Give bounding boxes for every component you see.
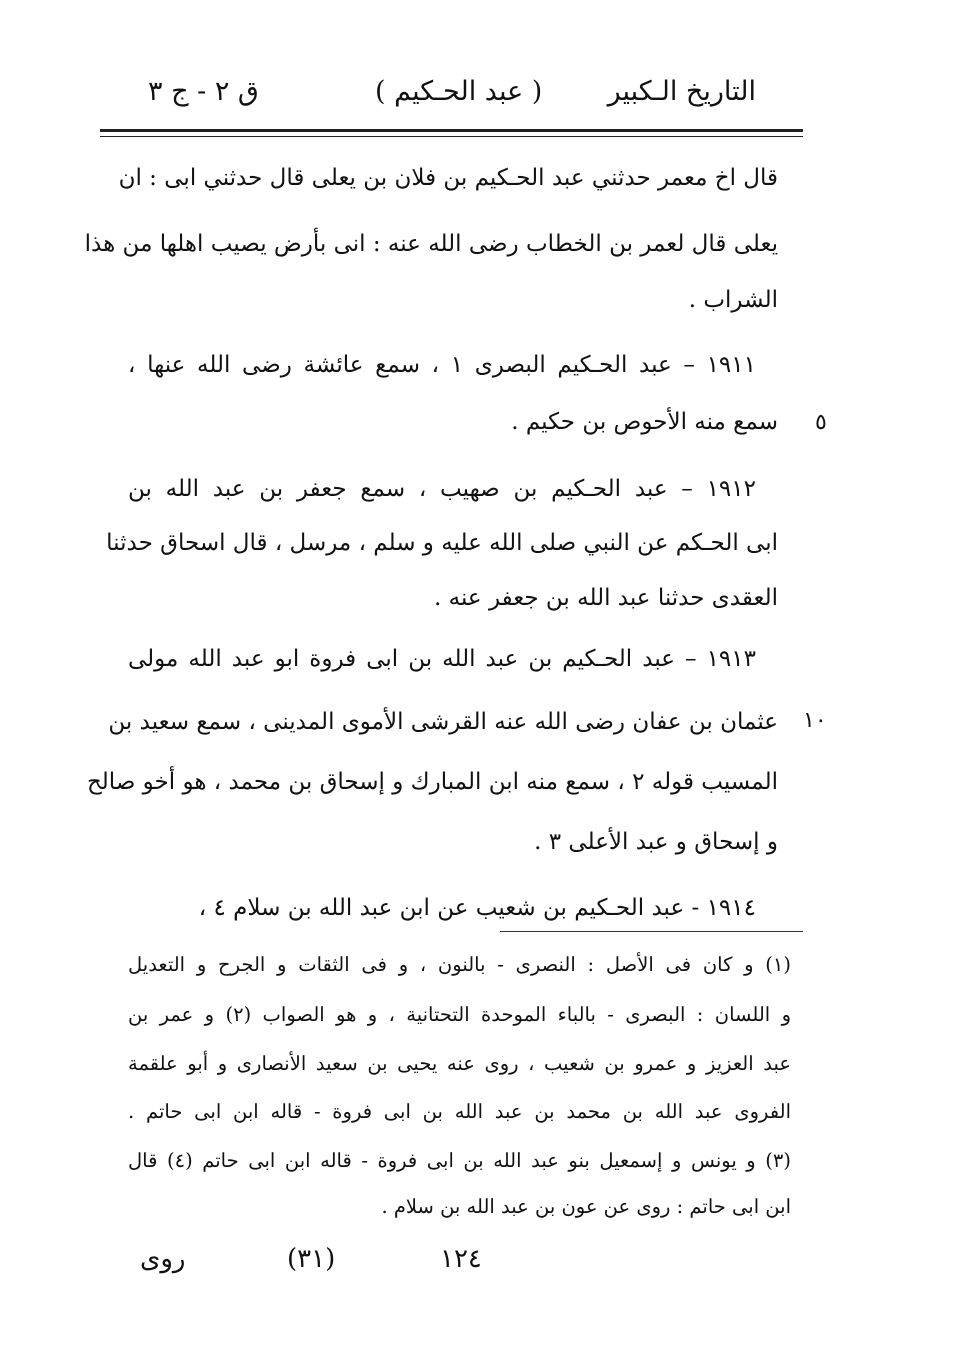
header-rule-thin <box>100 136 803 137</box>
footnote-line-3: عبد العزيز و عمرو بن شعيب ، روى عنه يحيى بن سعيد الأنصارى و أبو علقمة <box>128 1052 791 1075</box>
footnote-line-5: (٣) و يونس و إسمعيل بنو عبد الله بن ابى فروة - قاله ابن ابى حاتم (٤) قال <box>128 1149 791 1172</box>
running-title: التاريخ الـكبير <box>607 76 756 107</box>
body-line-3: الشراب . <box>688 287 778 313</box>
line-number-5: ٥ <box>815 410 827 435</box>
entry-1912-line-3: العقدى حدثنا عبد الله بن جعفر عنه . <box>434 585 778 611</box>
entry-1913-line-1: ١٩١٣ – عبد الحـكيم بن عبد الله بن ابى فروة ابو عبد الله مولى <box>128 646 756 672</box>
body-line-2: يعلى قال لعمر بن الخطاب رضى الله عنه : انى بأرض يصيب اهلها من هذا <box>84 231 778 257</box>
entry-1912-line-1: ١٩١٢ – عبد الحـكيم بن صهيب ، سمع جعفر بن عبد الله بن <box>128 476 756 502</box>
entry-1913-line-4: و إسحاق و عبد الأعلى ٣ . <box>534 829 778 855</box>
entry-1914-line-1: ١٩١٤ - عبد الحـكيم بن شعيب عن ابن عبد الله بن سلام ٤ ، <box>198 895 756 921</box>
line-number-10: ١٠ <box>803 708 827 733</box>
footnote-line-1: (١) و كان فى الأصل : النصرى - بالنون ، و فى الثقات و الجرح و التعديل <box>128 953 791 976</box>
entry-1911-line-2: سمع منه الأحوص بن حكيم . <box>511 409 778 435</box>
body-line-1: قال اخ معمر حدثني عبد الحـكيم بن فلان بن يعلى قال حدثني ابى : ان <box>118 165 778 191</box>
signature-mark: (٣١) <box>287 1244 336 1274</box>
footnote-line-6: ابن ابى حاتم : روى عن عون بن عبد الله بن سلام . <box>381 1195 791 1218</box>
entry-1912-line-2: ابى الحـكم عن النبي صلى الله عليه و سلم ، مرسل ، قال اسحاق حدثنا <box>106 530 778 556</box>
footnote-line-4: الفروى عبد الله بن محمد بن عبد الله بن ابى فروة - قاله ابن ابى حاتم . <box>128 1100 791 1123</box>
catchword: روى <box>140 1244 186 1274</box>
entry-1913-line-3: المسيب قوله ٢ ، سمع منه ابن المبارك و إسحاق بن محمد ، هو أخو صالح <box>86 769 778 795</box>
footnote-line-2: و اللسان : البصرى - بالباء الموحدة التحتانية ، و هو الصواب (٢) و عمر بن <box>128 1003 792 1026</box>
page-number: ١٢٤ <box>440 1244 482 1274</box>
entry-1911-line-1: ١٩١١ – عبد الحـكيم البصرى ١ ، سمع عائشة رضى الله عنها ، <box>128 352 756 378</box>
entry-name-header: ( عبد الحـكيم ) <box>375 76 543 107</box>
header-rule-thick <box>100 129 803 132</box>
entry-1913-line-2: عثمان بن عفان رضى الله عنه القرشى الأموى المدينى ، سمع سعيد بن <box>108 709 778 735</box>
volume-indicator: ق ٢ - ج ٣ <box>148 76 259 107</box>
footnote-separator <box>500 931 803 932</box>
